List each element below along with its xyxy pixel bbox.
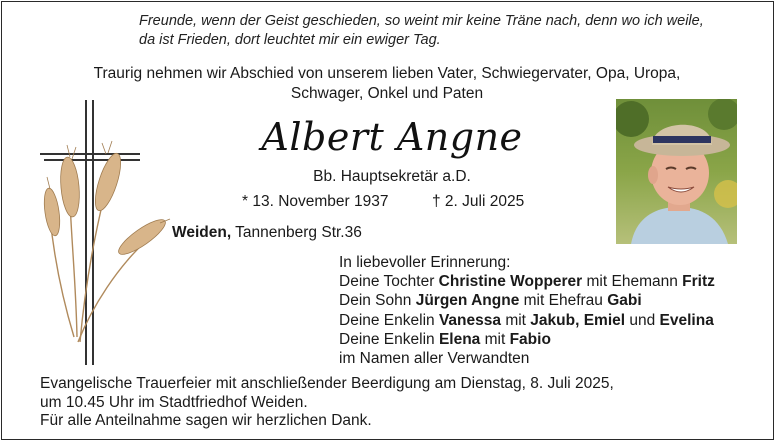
funeral-line: Evangelische Trauerfeier mit anschließender Beerdigung am Dienstag, 8. Juli 2025, [40,375,614,392]
family-member-name: Christine Wopperer [438,273,583,291]
birth-date: * 13. November 1937 [242,193,389,210]
obituary-notice [1,1,774,440]
family-closing: im Namen aller Verwandten [339,350,530,368]
deceased-title: Bb. Hauptsekretär a.D. [313,168,471,185]
poem-quote [139,12,769,50]
family-relation: mit [480,330,510,348]
deceased-name: Albert Angne [261,115,523,159]
address [172,224,362,242]
family-member-name: Evelina [659,311,714,329]
portrait-photo [616,99,737,244]
address-street: Tannenberg Str.36 [235,224,362,241]
family-member-name: Gabi [607,292,642,310]
family-heading: In liebevoller Erinnerung: [339,254,511,271]
family-member-name: Vanessa [438,311,502,329]
death-date: † 2. Juli 2025 [432,193,525,210]
poem-line: Freunde, wenn der Geist geschieden, so weint mir keine Träne nach, denn wo ich weile, [139,13,704,29]
family-line [339,291,769,310]
family-relation: mit Ehefrau [519,292,608,310]
family-member-name: Elena [438,330,481,348]
intro-line: Schwager, Onkel und Paten [290,85,484,102]
family-relation: mit [501,311,531,329]
family-line [339,330,769,349]
family-list [339,253,769,368]
funeral-line: um 10.45 Uhr im Stadtfriedhof Weiden. [40,393,308,411]
family-member-name: Jakub, Emiel [530,311,626,329]
address-city: Weiden, [172,224,232,241]
family-relation: und [625,311,660,329]
family-member-name: Fabio [509,330,551,348]
thanks-line: Für alle Anteilnahme sagen wir herzlichen Dank. [40,412,372,429]
family-member-name: Fritz [682,273,715,291]
family-relation: Deine Tochter [339,273,439,291]
poem-line: da ist Frieden, dort leuchtet mir ein ewiger Tag. [139,32,441,48]
family-relation: Deine Enkelin [339,330,439,348]
family-line [339,272,769,291]
family-member-name: Jürgen Angne [415,292,520,310]
family-relation: Dein Sohn [339,292,416,310]
family-line [339,311,769,330]
family-relation: mit Ehemann [582,273,683,291]
family-relation: Deine Enkelin [339,311,439,329]
cross-and-wheat-icon [32,97,172,367]
intro-line: Traurig nehmen wir Abschied von unserem lieben Vater, Schwiegervater, Opa, Uropa, [93,65,681,82]
funeral-info [40,375,760,431]
